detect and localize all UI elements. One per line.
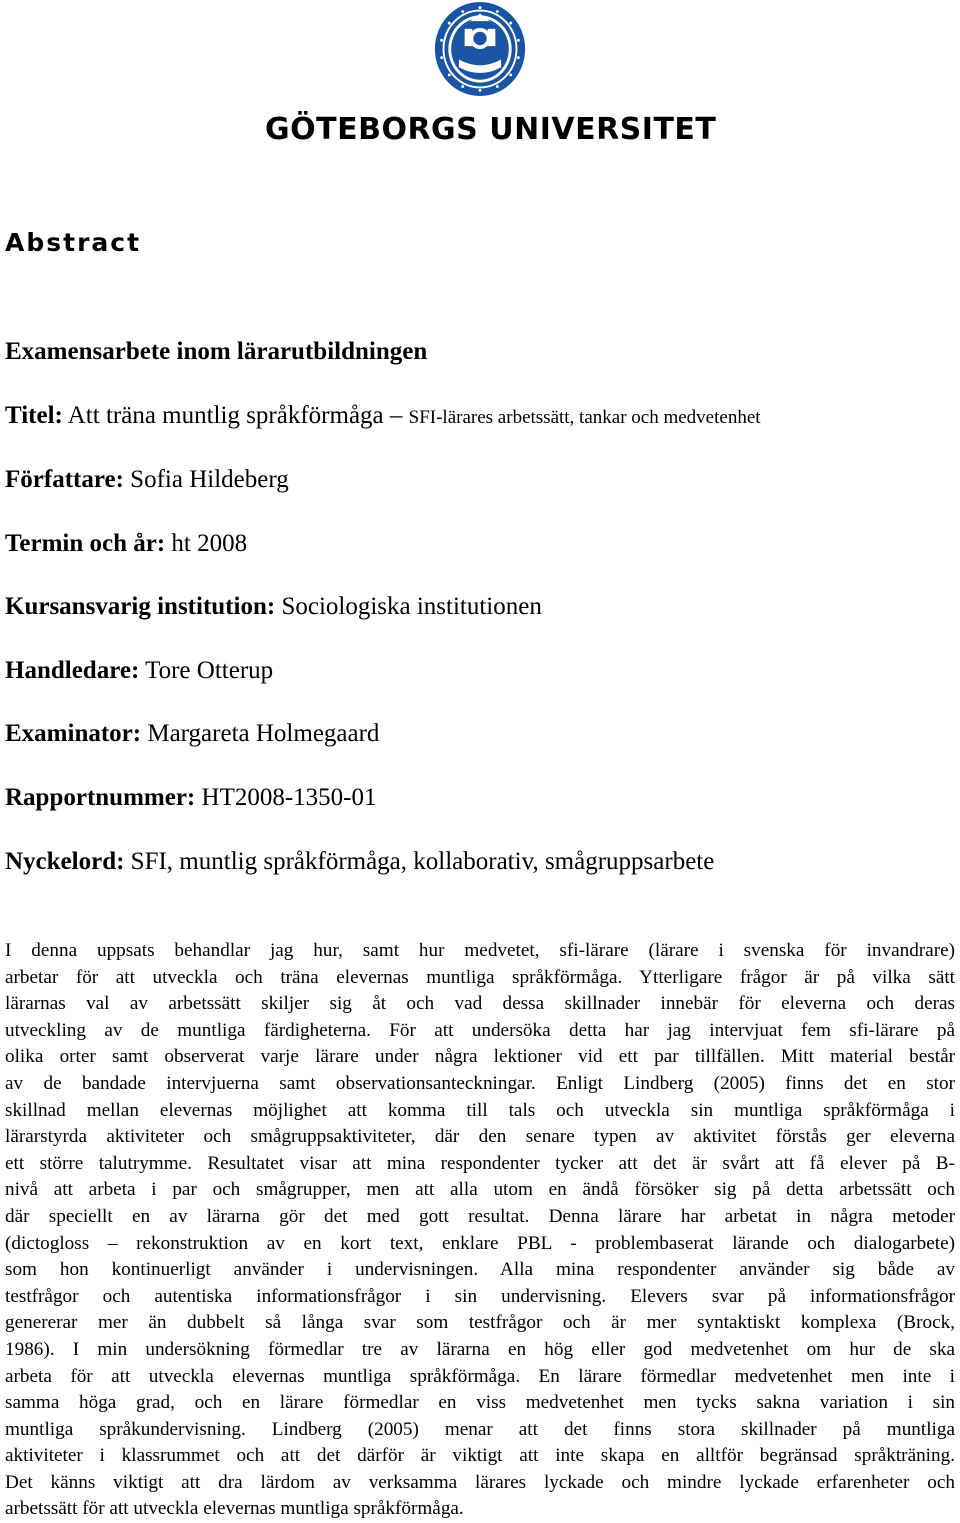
program-line [5, 338, 427, 366]
keywords-label: Nyckelord: [5, 848, 125, 875]
abstract-line: lärarnas val av arbetssätt skiljer sig åt och vad dessa skillnader innebär för eleverna och deras [5, 993, 955, 1015]
abstract-line: arbeta för att utveckla elevernas muntliga språkförmåga. En lärare förmedlar medvetenhet men inte i [5, 1365, 955, 1387]
supervisor-line [5, 657, 273, 685]
institution-label: Kursansvarig institution: [5, 593, 276, 620]
abstract-line: testfrågor och autentiska informationsfrågor i sin undervisning. Elevers svar på informationsfrågor [5, 1285, 955, 1307]
abstract-line: muntliga språkundervisning. Lindberg (2005) menar att det finns stora skillnader på muntliga [5, 1418, 955, 1440]
abstract-line: ett större talutrymme. Resultatet visar att mina respondenter tycker att det är svårt att få elever på B- [5, 1152, 955, 1174]
supervisor-value: Tore Otterup [145, 657, 274, 684]
title-dash: – [389, 402, 403, 429]
keywords-value: SFI, muntlig språkförmåga, kollaborativ, smågruppsarbete [130, 848, 715, 875]
abstract-line: I denna uppsats behandlar jag hur, samt hur medvetet, sfi-lärare (lärare i svenska för invandrare) [5, 940, 955, 961]
abstract-line: arbetar för att utveckla och träna elevernas muntliga språkförmåga. Ytterligare frågor är på vilka sätt [5, 966, 955, 988]
title-value: Att träna muntlig språkförmåga [67, 402, 384, 429]
author-label: Författare: [5, 466, 124, 493]
term-value: ht 2008 [171, 530, 248, 557]
abstract-heading: Abstract [5, 228, 142, 257]
examiner-value: Margareta Holmegaard [147, 720, 380, 747]
author-line [5, 466, 289, 494]
abstract-line: samma höga grad, och en lärare förmedlar en viss medvetenhet men tycks sakna variation i sin [5, 1392, 955, 1414]
university-logo [0, 0, 960, 160]
term-line [5, 530, 247, 558]
report-number-value: HT2008-1350-01 [201, 784, 377, 811]
abstract-line: olika orter samt observerat varje lärare under några lektioner vid ett par tillfällen. Mitt material består [5, 1046, 955, 1068]
institution-value: Sociologiska institutionen [281, 593, 542, 620]
term-label: Termin och år: [5, 530, 166, 557]
university-name: GÖTEBORGS UNIVERSITET [265, 112, 717, 147]
author-value: Sofia Hildeberg [130, 466, 289, 493]
abstract-line: utveckling av de muntliga färdigheterna. För att undersöka detta har jag intervjuat fem sfi-lärare på [5, 1019, 955, 1041]
abstract-body [5, 938, 955, 1523]
abstract-line: av de bandade intervjuerna samt observationsanteckningar. Enligt Lindberg (2005) finns det en stor [5, 1072, 955, 1094]
abstract-line: aktiviteter i klassrummet och att det därför är viktigt att inte skapa en alltför begränsad språkträning. [5, 1445, 955, 1467]
supervisor-label: Handledare: [5, 657, 140, 684]
abstract-line: lärarstyrda aktiviteter och smågruppsaktiviteter, där den senare typen av aktivitet förstås ger eleverna [5, 1126, 955, 1148]
institution-line [5, 593, 542, 621]
abstract-line: genererar mer än dubbelt så långa svar som testfrågor och är mer syntaktiskt komplexa (Brock, [5, 1312, 955, 1334]
examiner-label: Examinator: [5, 720, 142, 747]
university-seal-icon [432, 0, 528, 98]
abstract-line: skillnad mellan elevernas möjlighet att komma till tals och utveckla sin muntliga språkförmåga i [5, 1099, 955, 1121]
keywords-line [5, 848, 714, 876]
abstract-line: nivå att arbeta i par och smågrupper, men att alla utom en ändå försöker sig på detta arbetssätt och [5, 1179, 955, 1201]
program-label: Examensarbete inom lärarutbildningen [5, 338, 428, 365]
abstract-line: Det känns viktigt att dra lärdom av verksamma lärares lyckade och mindre lyckade erfarenheter och [5, 1471, 955, 1493]
abstract-line: där speciellt en av lärarna gör det med gott resultat. Denna lärare har arbetat in några metoder [5, 1205, 955, 1227]
abstract-line: arbetssätt för att utveckla elevernas muntliga språkförmåga. [5, 1498, 464, 1520]
abstract-line: som hon kontinuerligt använder i undervisningen. Alla mina respondenter använder sig både av [5, 1259, 955, 1281]
report-number-line [5, 784, 377, 812]
abstract-line: 1986). I min undersökning förmedlar tre av lärarna en hög eller god medvetenhet om hur de ska [5, 1338, 955, 1360]
examiner-line [5, 720, 379, 748]
report-number-label: Rapportnummer: [5, 784, 196, 811]
title-subtitle: SFI-lärares arbetssätt, tankar och medvetenhet [408, 407, 761, 428]
title-line [5, 402, 761, 430]
abstract-line: (dictogloss – rekonstruktion av en kort text, enklare PBL - problembaserat lärande och dialogarbete) [5, 1232, 955, 1254]
title-label: Titel: [5, 402, 63, 429]
